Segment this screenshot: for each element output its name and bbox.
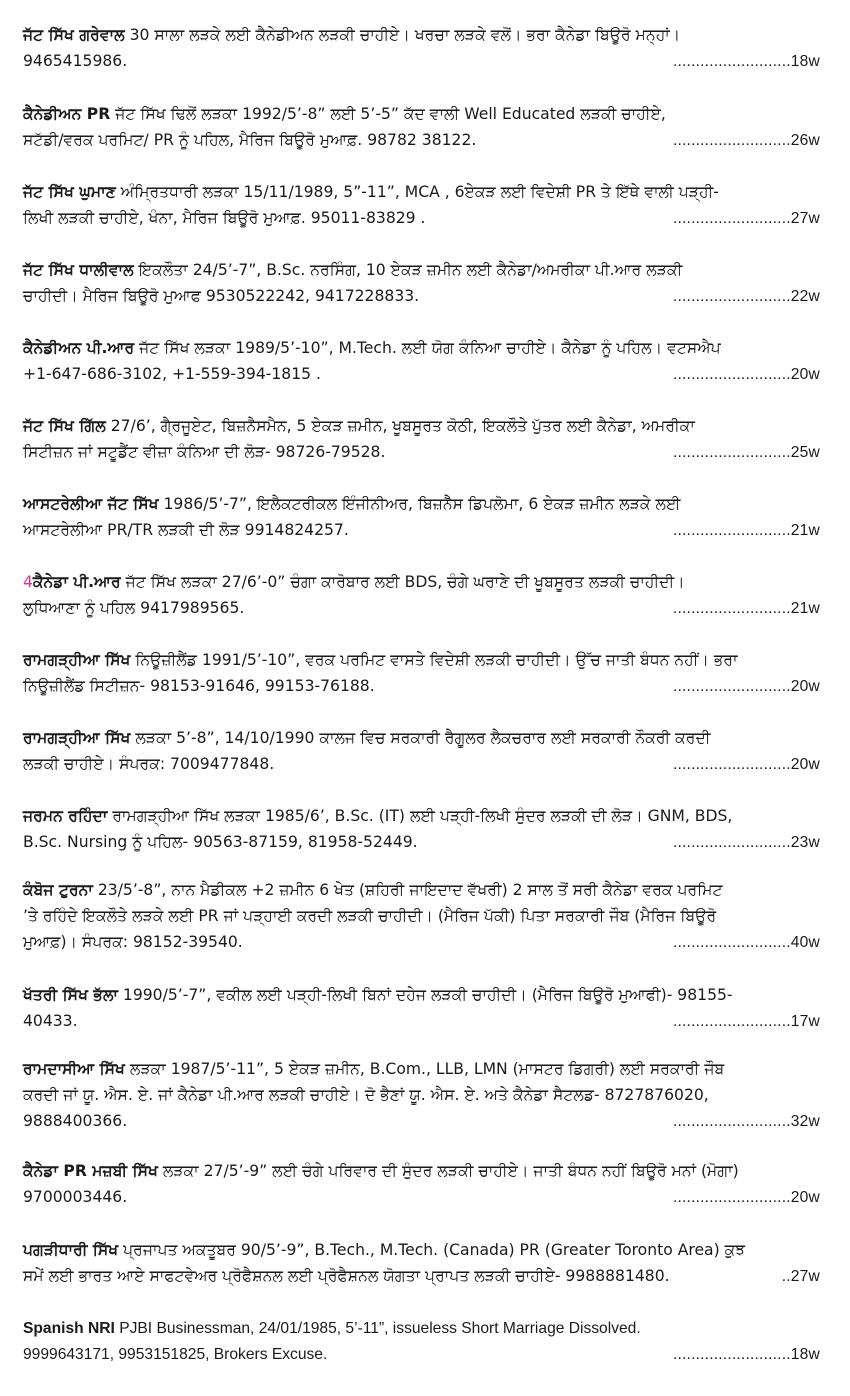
ad-body: 27/6’, ਗੈ੍ਰਜੂਏਟ, ਬਿਜ਼ਨੈਸਮੈਨ, 5 ਏਕੜ ਜ਼ਮੀਨ, ਖੂਬਸੂਰਤ ਕੋਠੀ, ਇਕਲੌਤੇ ਪੁੱਤਰ ਲਈ ਕੈਨੇਡਾ, ਅਮਰੀਕਾ: [110, 417, 695, 435]
ad-lead: ਕੰਬੋਜ ਟੁਰਨਾ: [23, 881, 93, 899]
ad-ref-code: ..........................21w: [672, 522, 820, 539]
ad-body: PJBI Businessman, 24/01/1985, 5’-11”, issueless Short Marriage Dissolved.: [119, 1320, 641, 1337]
ad-body: 1990/5’-7”, ਵਕੀਲ ਲਈ ਪੜ੍ਹੀ-ਲਿਖੀ ਬਿਨਾਂ ਦਹੇਜ ਲੜਕੀ ਚਾਹੀਦੀ। (ਮੈਰਿਜ ਬਿਊਰੋ ਮੁਆਫੀ)- 98155-: [122, 986, 733, 1004]
ad-lead: Spanish NRI: [23, 1320, 115, 1337]
ad-body: 30 ਸਾਲਾ ਲੜਕੇ ਲਈ ਕੈਨੇਡੀਅਨ ਲੜਕੀ ਚਾਹੀਏ। ਖਰਚਾ ਲੜਕੇ ਵਲੋਂ। ਭਰਾ ਕੈਨੇਡਾ ਬਿਊਰੋ ਮਨ੍ਹਾਂ।: [129, 26, 681, 44]
ad-lead: ਕੈਨੇਡਾ PR ਮਜ਼ਬੀ ਸਿੱਖ: [23, 1162, 158, 1180]
ad-body-end: 9700003446.: [23, 1188, 128, 1206]
ad-lead: ਕੈਨੇਡੀਅਨ PR: [23, 105, 111, 123]
ad-body-end: ਨਿਊਜ਼ੀਲੈਂਡ ਸਿਟੀਜ਼ਨ- 98153-91646, 99153-76188.: [23, 677, 375, 695]
ad-lead: ਪਗੜੀਧਾਰੀ ਸਿੱਖ: [23, 1241, 119, 1259]
ad-ref-code: ..........................27w: [672, 210, 820, 227]
ad-ref-code: ..........................26w: [672, 132, 820, 149]
ad-body: ਲੜਕਾ 5’-8”, 14/10/1990 ਕਾਲਜ ਵਿਚ ਸਰਕਾਰੀ ਰੈਗੂਲਰ ਲੈਕਚਰਾਰ ਲਈ ਸਰਕਾਰੀ ਨੌਕਰੀ ਕਰਦੀ: [135, 729, 711, 747]
ad-body: ਇਕਲੌਤਾ 24/5’-7”, B.Sc. ਨਰਸਿੰਗ, 10 ਏਕੜ ਜ਼ਮੀਨ ਲਈ ਕੈਨੇਡਾ/ਅਮਰੀਕਾ ਪੀ.ਆਰ ਲੜਕੀ: [138, 261, 683, 279]
classified-ad: [23, 647, 820, 700]
classified-ad: [23, 877, 820, 956]
classified-ad: [23, 257, 820, 310]
ad-text: [23, 22, 820, 48]
ad-body: ਜੱਟ ਸਿੱਖ ਲੜਕਾ 27/6’-0” ਚੰਗਾ ਕਾਰੋਬਾਰ ਲਈ BDS, ਚੰਗੇ ਘਰਾਣੇ ਦੀ ਖੂਬਸੂਰਤ ਲੜਕੀ ਚਾਹੀਦੀ।: [125, 573, 685, 591]
classified-ad: [23, 491, 820, 544]
classified-ad: [23, 803, 820, 856]
ad-body: ਪ੍ਰਜਾਪਤ ਅਕਤੂਬਰ 90/5’-9”, B.Tech., M.Tech. (Canada) PR (Greater Toronto Area) ਕੁਝ: [123, 1241, 746, 1259]
ad-lead: ਜੱਟ ਸਿੱਖ ਗਿੱਲ: [23, 417, 106, 435]
ad-body: ਜੱਟ ਸਿੱਖ ਢਿਲੋਂ ਲੜਕਾ 1992/5’-8” ਲਈ 5’-5” ਕੱਦ ਵਾਲੀ Well Educated ਲੜਕੀ ਚਾਹੀਏ,: [115, 105, 666, 123]
classified-ad: [23, 101, 820, 154]
ad-body-end: 40433.: [23, 1012, 78, 1030]
classified-ad: [23, 1056, 820, 1135]
ad-ref-code: ..........................20w: [672, 1189, 820, 1206]
ad-body: ਨਿਊਜ਼ੀਲੈਂਡ 1991/5’-10”, ਵਰਕ ਪਰਮਿਟ ਵਾਸਤੇ ਵਿਦੇਸ਼ੀ ਲੜਕੀ ਚਾਹੀਦੀ। ਉੱਚ ਜਾਤੀ ਬੰਧਨ ਨਹੀਂ। ਭਰਾ: [135, 651, 738, 669]
classified-ad: [23, 725, 820, 778]
ad-body-end: ਸਮੇਂ ਲਈ ਭਾਰਤ ਆਏ ਸਾਫਟਵੇਅਰ ਪ੍ਰੋਫੈਸ਼ਨਲ ਲਈ ਪ੍ਰੋਫੈਸ਼ਨਲ ਯੋਗਤਾ ਪ੍ਰਾਪਤ ਲੜਕੀ ਚਾਹੀਏ- 9988881480.: [23, 1267, 670, 1285]
ad-body: 23/5’-8”, ਨਾਨ ਮੈਡੀਕਲ +2 ਜ਼ਮੀਨ 6 ਖੇਤ (ਸ਼ਹਿਰੀ ਜਾਇਦਾਦ ਵੱਖਰੀ) 2 ਸਾਲ ਤੋਂ ਸਰੀ ਕੈਨੇਡਾ ਵਰਕ ਪਰਮਿਟ: [97, 881, 723, 899]
ad-body-end: +1-647-686-3102, +1-559-394-1815 .: [23, 365, 321, 383]
ad-body-end: 9999643171, 9953151825, Brokers Excuse.: [23, 1346, 328, 1363]
ad-lead: ਰਾਮਗੜ੍ਹੀਆ ਸਿੱਖ: [23, 729, 131, 747]
ad-body-end: 9888400366.: [23, 1112, 128, 1130]
ad-body: ਰਾਮਗੜ੍ਹੀਆ ਸਿੱਖ ਲੜਕਾ 1985/6’, B.Sc. (IT) ਲਈ ਪੜ੍ਹੀ-ਲਿਖੀ ਸੁੰਦਰ ਲੜਕੀ ਦੀ ਲੋੜ। GNM, BDS,: [112, 807, 733, 825]
ad-lead: ਜੱਟ ਸਿੱਖ ਗਰੇਵਾਲ: [23, 26, 125, 44]
ad-ref-code: ..........................23w: [672, 834, 820, 851]
ad-ref-code: ..........................25w: [672, 444, 820, 461]
ad-ref-code: ..27w: [781, 1268, 820, 1285]
ad-body: ਲੜਕਾ 27/5’-9” ਲਈ ਚੰਗੇ ਪਰਿਵਾਰ ਦੀ ਸੁੰਦਰ ਲੜਕੀ ਚਾਹੀਏ। ਜਾਤੀ ਬੰਧਨ ਨਹੀਂ ਬਿਊਰੋ ਮਨਾਂ (ਮੋਗਾ): [162, 1162, 739, 1180]
ad-body-end: ਲੁਧਿਆਣਾ ਨੂੰ ਪਹਿਲ 9417989565.: [23, 599, 245, 617]
ad-body: ਲੜਕਾ 1987/5’-11”, 5 ਏਕੜ ਜ਼ਮੀਨ, B.Com., LLB, LMN (ਮਾਸਟਰ ਡਿਗਰੀ) ਲਈ ਸਰਕਾਰੀ ਜੌਬ: [129, 1060, 725, 1078]
ad-ref-code: ..........................32w: [672, 1113, 820, 1130]
classified-ad: [23, 335, 820, 388]
ad-body-end: ਚਾਹੀਦੀ। ਮੈਰਿਜ ਬਿਊਰੋ ਮੁਆਫ 9530522242, 9417228833.: [23, 287, 420, 305]
ad-lead: ਕੈਨੇਡਾ ਪੀ.ਆਰ: [32, 573, 121, 591]
ad-body-end: 9465415986.: [23, 52, 128, 70]
ad-body-end: ਲੜਕੀ ਚਾਹੀਏ। ਸੰਪਰਕ: 7009477848.: [23, 755, 275, 773]
ad-lead: ਰਾਮਦਾਸੀਆ ਸਿੱਖ: [23, 1060, 125, 1078]
classified-ad: [23, 569, 820, 622]
ad-ref-code: ..........................18w: [672, 53, 820, 70]
ad-body-end: ਸਿਟੀਜ਼ਨ ਜਾਂ ਸਟੂਡੈਂਟ ਵੀਜ਼ਾ ਕੰਨਿਆ ਦੀ ਲੋੜ- 98726-79528.: [23, 443, 386, 461]
ad-ref-code: ..........................20w: [672, 756, 820, 773]
ad-body-end: ਆਸਟਰੇਲੀਆ PR/TR ਲੜਕੀ ਦੀ ਲੋੜ 9914824257.: [23, 521, 349, 539]
classified-ad: [23, 1237, 820, 1290]
ad-lead: ਖੱਤਰੀ ਸਿੱਖ ਭੱਲਾ: [23, 986, 118, 1004]
ad-body-end: ਸਟੱਡੀ/ਵਰਕ ਪਰਮਿਟ/ PR ਨੂੰ ਪਹਿਲ, ਮੈਰਿਜ ਬਿਊਰੋ ਮੁਆਫ਼. 98782 38122.: [23, 131, 477, 149]
ad-body-mid: ਕਰਦੀ ਜਾਂ ਯੂ. ਐਸ. ਏ. ਜਾਂ ਕੈਨੇਡਾ ਪੀ.ਆਰ ਲੜਕੀ ਚਾਹੀਏ। ਦੋ ਭੈਣਾਂ ਯੂ. ਐਸ. ਏ. ਅਤੇ ਕੈਨੇਡਾ ਸੈਟਲਡ- 8727876020,: [23, 1086, 709, 1104]
classified-ad: [23, 413, 820, 466]
classified-ad: [23, 982, 820, 1035]
ad-lead: ਆਸਟਰੇਲੀਆ ਜੱਟ ਸਿੱਖ: [23, 495, 159, 513]
ad-ref-code: ..........................22w: [672, 288, 820, 305]
classified-ad: [23, 179, 820, 232]
ad-body-mid: ’ਤੇ ਰਹਿੰਦੇ ਇਕਲੌਤੇ ਲੜਕੇ ਲਈ PR ਜਾਂ ਪੜ੍ਹਾਈ ਕਰਦੀ ਲੜਕੀ ਚਾਹੀਦੀ। (ਮੈਰਿਜ ਪੱਕੀ) ਪਿਤਾ ਸਰਕਾਰੀ ਜੌਬ (ਮੈਰਿਜ ਬਿਊਰੋ: [23, 907, 717, 925]
ad-body: ਅੰਮ੍ਰਿਤਧਾਰੀ ਲੜਕਾ 15/11/1989, 5”-11”, MCA , 6ਏਕੜ ਲਈ ਵਿਦੇਸ਼ੀ PR ਤੇ ਇੱਥੇ ਵਾਲੀ ਪੜ੍ਹੀ-: [120, 183, 719, 201]
classified-ad: [23, 1316, 820, 1368]
ad-body-end: B.Sc. Nursing ਨੂੰ ਪਹਿਲ- 90563-87159, 81958-52449.: [23, 833, 418, 851]
ad-ref-code: ..........................17w: [672, 1013, 820, 1030]
classified-ad: [23, 22, 820, 75]
classified-ad: [23, 1158, 820, 1211]
ad-ref-code: ..........................21w: [672, 600, 820, 617]
ad-body: ਜੱਟ ਸਿੱਖ ਲੜਕਾ 1989/5’-10”, M.Tech. ਲਈ ਯੋਗ ਕੰਨਿਆ ਚਾਹੀਏ। ਕੈਨੇਡਾ ਨੂੰ ਪਹਿਲ। ਵਟਸਐਪ: [139, 339, 721, 357]
ad-body: 1986/5’-7”, ਇਲੈਕਟਰੀਕਲ ਇੰਜੀਨੀਅਰ, ਬਿਜ਼ਨੈੱਸ ਡਿਪਲੋਮਾ, 6 ਏਕੜ ਜ਼ਮੀਨ ਲੜਕੇ ਲਈ: [163, 495, 681, 513]
ad-lead: ਜੱਟ ਸਿੱਖ ਧਾਲੀਵਾਲ: [23, 261, 134, 279]
ad-lead: ਕੈਨੇਡੀਅਨ ਪੀ.ਆਰ: [23, 339, 135, 357]
ad-body-end: ਲਿਖੀ ਲੜਕੀ ਚਾਹੀਏ, ਖੰਨਾ, ਮੈਰਿਜ ਬਿਊਰੋ ਮੁਆਫ਼. 95011-83829 .: [23, 209, 426, 227]
ad-ref-code: ..........................20w: [672, 678, 820, 695]
ad-ref-code: ..........................20w: [672, 366, 820, 383]
ad-body-end: ਮੁਆਫ਼)। ਸੰਪਰਕ: 98152-39540.: [23, 933, 243, 951]
ad-ref-code: ..........................18w: [672, 1346, 820, 1363]
ad-lead: ਜੱਟ ਸਿੱਖ ਘੁਮਾਣ: [23, 183, 116, 201]
ad-lead: ਰਾਮਗੜ੍ਹੀਆ ਸਿੱਖ: [23, 651, 131, 669]
ad-prefix-mark: 4: [23, 573, 33, 591]
ad-ref-code: ..........................40w: [672, 934, 820, 951]
ad-lead: ਜਰਮਨ ਰਹਿੰਦਾ: [23, 807, 108, 825]
